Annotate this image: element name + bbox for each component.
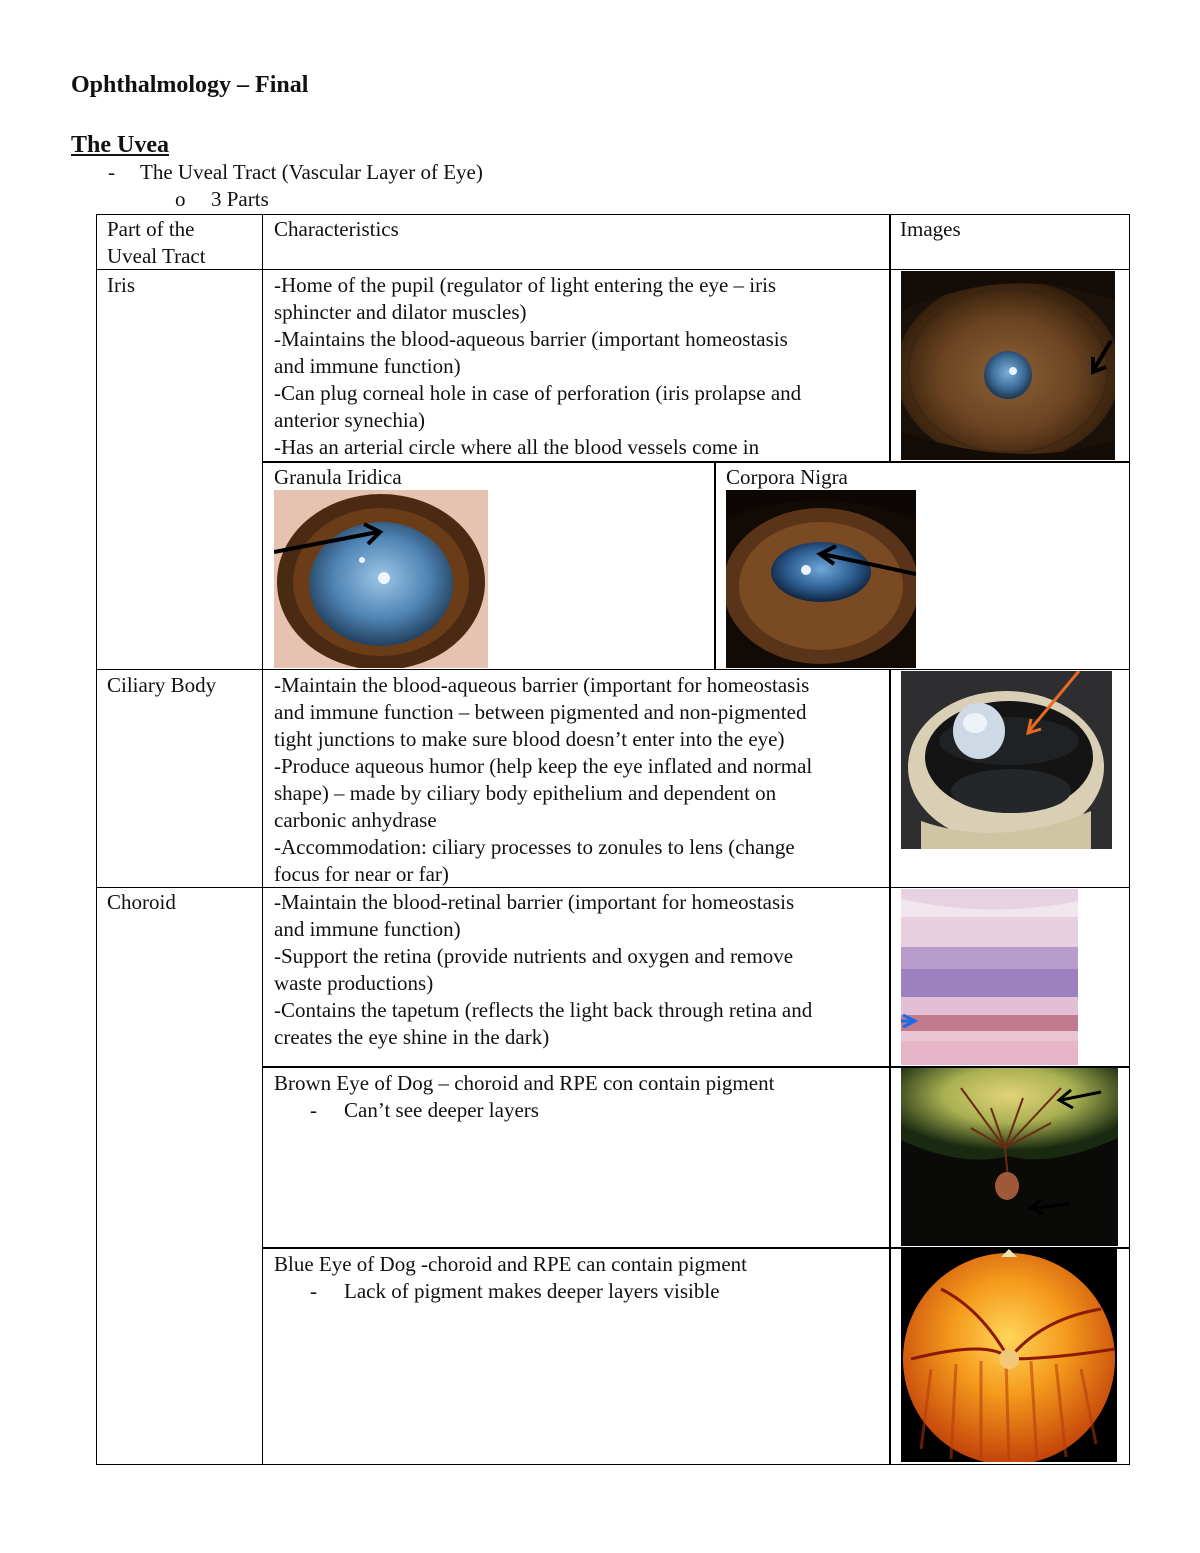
header-part xyxy=(107,216,206,270)
text-line: carbonic anhydrase xyxy=(274,808,437,832)
header-part-line: Uveal Tract xyxy=(107,244,206,268)
table-border xyxy=(1129,214,1130,1465)
choroid-characteristics xyxy=(274,889,812,1051)
text-line: -Can plug corneal hole in case of perforation (iris prolapse and xyxy=(274,381,802,405)
bullet-text: Lack of pigment makes deeper layers visible xyxy=(344,1279,720,1303)
text-line: and immune function) xyxy=(274,917,461,941)
text-line: shape) – made by ciliary body epithelium and dependent on xyxy=(274,781,777,805)
table-border xyxy=(96,669,1130,670)
blue-eye-title: Blue Eye of Dog -choroid and RPE can contain pigment xyxy=(274,1252,747,1276)
brown-eye-sub xyxy=(274,1097,774,1124)
iris-photo xyxy=(901,271,1115,460)
text-line: -Maintain the blood-retinal barrier (important for homeostasis xyxy=(274,890,795,914)
row-label-iris: Iris xyxy=(107,273,135,297)
text-line: sphincter and dilator muscles) xyxy=(274,300,527,324)
blue-eye-text xyxy=(274,1251,747,1305)
table-border xyxy=(262,214,263,1465)
bullet-level1 xyxy=(108,160,483,185)
table-border xyxy=(96,269,1130,270)
row-label-ciliary-body: Ciliary Body xyxy=(107,673,217,697)
ciliary-body-photo xyxy=(901,671,1112,849)
text-line: -Maintains the blood-aqueous barrier (important homeostasis xyxy=(274,327,788,351)
brown-eye-text xyxy=(274,1070,774,1124)
ciliary-characteristics xyxy=(274,672,812,888)
text-line: -Has an arterial circle where all the blood vessels come in xyxy=(274,435,760,459)
bullet-mark: - xyxy=(108,160,115,184)
header-characteristics: Characteristics xyxy=(274,217,399,241)
table-border xyxy=(96,214,1130,215)
blue-eye-sub xyxy=(274,1278,747,1305)
table-border xyxy=(96,214,97,1465)
header-images: Images xyxy=(900,217,961,241)
text-line: anterior synechia) xyxy=(274,408,426,432)
text-line: -Produce aqueous humor (help keep the eye inflated and normal xyxy=(274,754,813,778)
bullet-mark: - xyxy=(310,1279,317,1303)
text-line: -Accommodation: ciliary processes to zonules to lens (change xyxy=(274,835,795,859)
bullet-text: 3 Parts xyxy=(211,187,269,211)
iris-characteristics xyxy=(274,272,801,461)
bullet-mark: - xyxy=(310,1098,317,1122)
section-title: The Uvea xyxy=(71,132,169,158)
table-border xyxy=(96,1464,1130,1465)
brown-eye-fundus-photo xyxy=(901,1068,1118,1246)
table-border xyxy=(262,461,1130,463)
text-line: creates the eye shine in the dark) xyxy=(274,1025,550,1049)
text-line: tight junctions to make sure blood doesn’t enter into the eye) xyxy=(274,727,785,751)
text-line: -Support the retina (provide nutrients and oxygen and remove xyxy=(274,944,794,968)
brown-eye-title: Brown Eye of Dog – choroid and RPE con contain pigment xyxy=(274,1071,775,1095)
table-border xyxy=(714,462,716,669)
bullet-level2 xyxy=(175,187,269,212)
document-title: Ophthalmology – Final xyxy=(71,72,309,98)
bullet-mark: o xyxy=(175,187,186,211)
bullet-text: The Uveal Tract (Vascular Layer of Eye) xyxy=(140,160,483,184)
text-line: -Maintain the blood-aqueous barrier (important for homeostasis xyxy=(274,673,810,697)
text-line: -Home of the pupil (regulator of light entering the eye – iris xyxy=(274,273,777,297)
header-part-line: Part of the xyxy=(107,217,195,241)
choroid-histology-photo xyxy=(901,889,1078,1065)
bullet-text: Can’t see deeper layers xyxy=(344,1098,539,1122)
text-line: and immune function) xyxy=(274,354,461,378)
blue-eye-fundus-photo xyxy=(901,1249,1117,1462)
table-border xyxy=(889,214,891,462)
text-line: focus for near or far) xyxy=(274,862,449,886)
text-line: -Contains the tapetum (reflects the light back through retina and xyxy=(274,998,813,1022)
corpora-nigra-photo xyxy=(726,490,916,668)
text-line: and immune function – between pigmented and non-pigmented xyxy=(274,700,807,724)
granula-iridica-photo xyxy=(274,490,488,668)
corpora-nigra-label: Corpora Nigra xyxy=(726,465,848,489)
row-label-choroid: Choroid xyxy=(107,890,176,914)
text-line: waste productions) xyxy=(274,971,434,995)
granula-iridica-label: Granula Iridica xyxy=(274,465,402,489)
